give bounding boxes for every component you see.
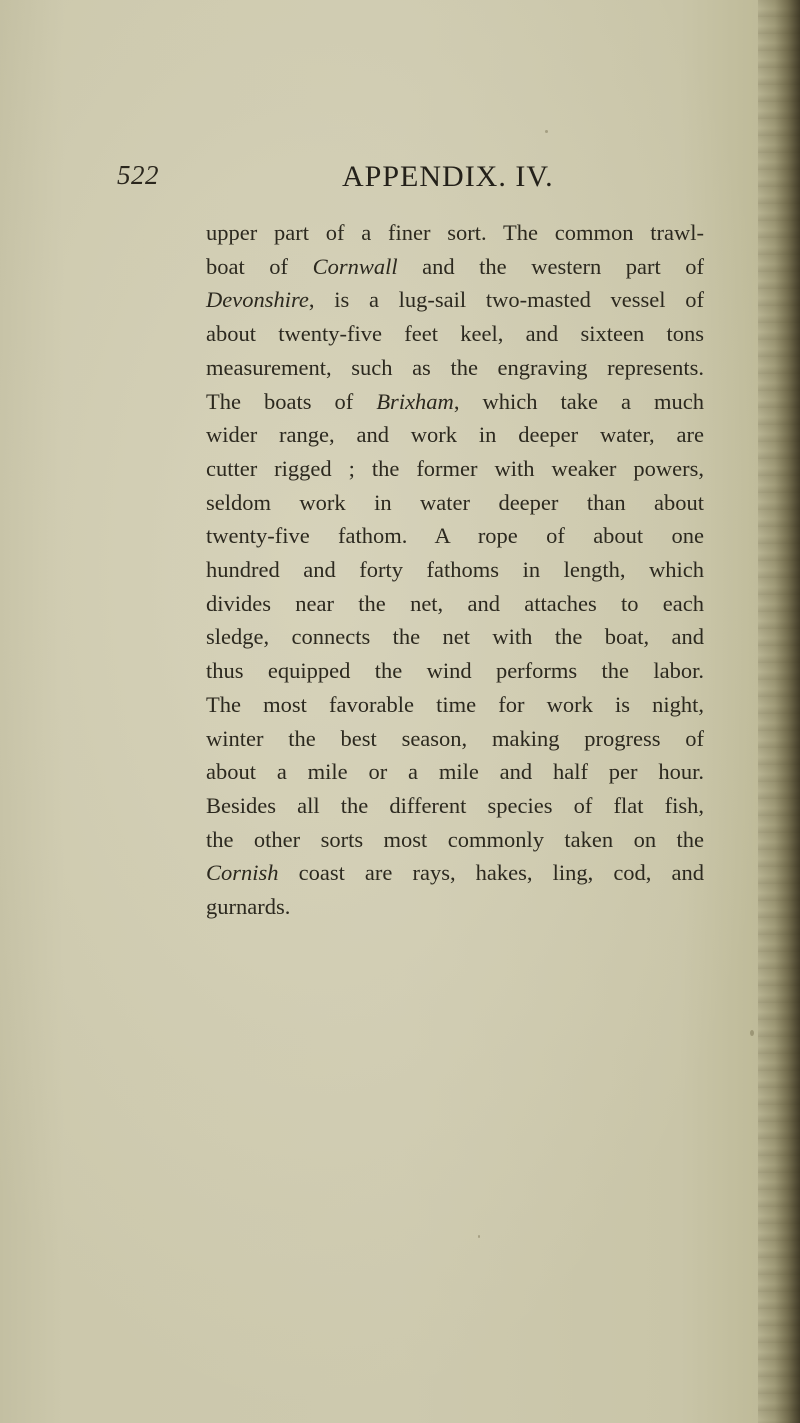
text-line [206, 385, 704, 419]
text-segment: cutter rigged ; the former with weaker powers, [206, 455, 704, 481]
text-segment: divides near the net, and attaches to each [206, 590, 704, 616]
paper-speck [545, 130, 548, 133]
text-line [206, 654, 704, 688]
italic-place-name: Cornwall [312, 253, 398, 279]
text-segment: The boats of [206, 388, 377, 414]
text-segment: upper part of a finer sort. The common trawl- [206, 220, 704, 245]
page-number: 522 [117, 160, 159, 190]
text-segment: measurement, such as the engraving represents. [206, 354, 704, 380]
paper-speck [750, 1030, 754, 1036]
text-segment: The most favorable time for work is night, [206, 691, 704, 717]
text-segment: hundred and forty fathoms in length, which [206, 557, 704, 583]
text-line [206, 452, 704, 486]
text-segment: boat of [206, 253, 313, 279]
text-line [206, 519, 704, 553]
paper-speck [478, 1235, 480, 1238]
text-segment: coast are rays, hakes, ling, cod, and [278, 860, 704, 886]
text-line [206, 351, 704, 385]
text-line [206, 856, 704, 890]
text-line [206, 317, 704, 351]
italic-place-name: Cornish [206, 860, 279, 886]
text-line [206, 789, 704, 823]
text-line [206, 620, 704, 654]
page-header [0, 160, 760, 210]
text-segment: twenty-five fathom. A rope of about one [206, 523, 704, 549]
italic-place-name: Brixham [376, 388, 454, 414]
text-segment: , is a lug-sail two-masted vessel of [308, 287, 704, 313]
text-segment: sledge, connects the net with the boat, and [206, 624, 704, 650]
text-segment: the other sorts most commonly taken on the [206, 826, 704, 852]
text-segment: wider range, and work in deeper water, are [206, 422, 704, 448]
text-line [206, 587, 704, 621]
text-line [206, 216, 704, 250]
text-line [206, 688, 704, 722]
text-segment: and the western part of [397, 253, 705, 279]
page-edge-shadow [758, 0, 800, 1423]
text-line [206, 890, 704, 924]
text-segment: thus equipped the wind performs the labor. [206, 658, 704, 684]
text-line [206, 722, 704, 756]
text-line [206, 283, 704, 317]
text-line [206, 250, 704, 284]
body-text [206, 216, 704, 924]
text-segment: about twenty-five feet keel, and sixteen tons [206, 321, 704, 347]
text-segment: , which take a much [453, 388, 704, 414]
text-line [206, 418, 704, 452]
text-segment: winter the best season, making progress of [206, 725, 704, 751]
text-segment: gurnards. [206, 894, 291, 920]
text-line [206, 553, 704, 587]
text-line [206, 755, 704, 789]
text-segment: about a mile or a mile and half per hour. [206, 759, 704, 785]
running-head: APPENDIX. IV. [342, 160, 554, 193]
italic-place-name: Devonshire [206, 287, 309, 313]
text-line [206, 823, 704, 857]
text-line [206, 486, 704, 520]
text-segment: Besides all the different species of flat fish, [206, 792, 704, 818]
text-segment: seldom work in water deeper than about [206, 489, 704, 515]
